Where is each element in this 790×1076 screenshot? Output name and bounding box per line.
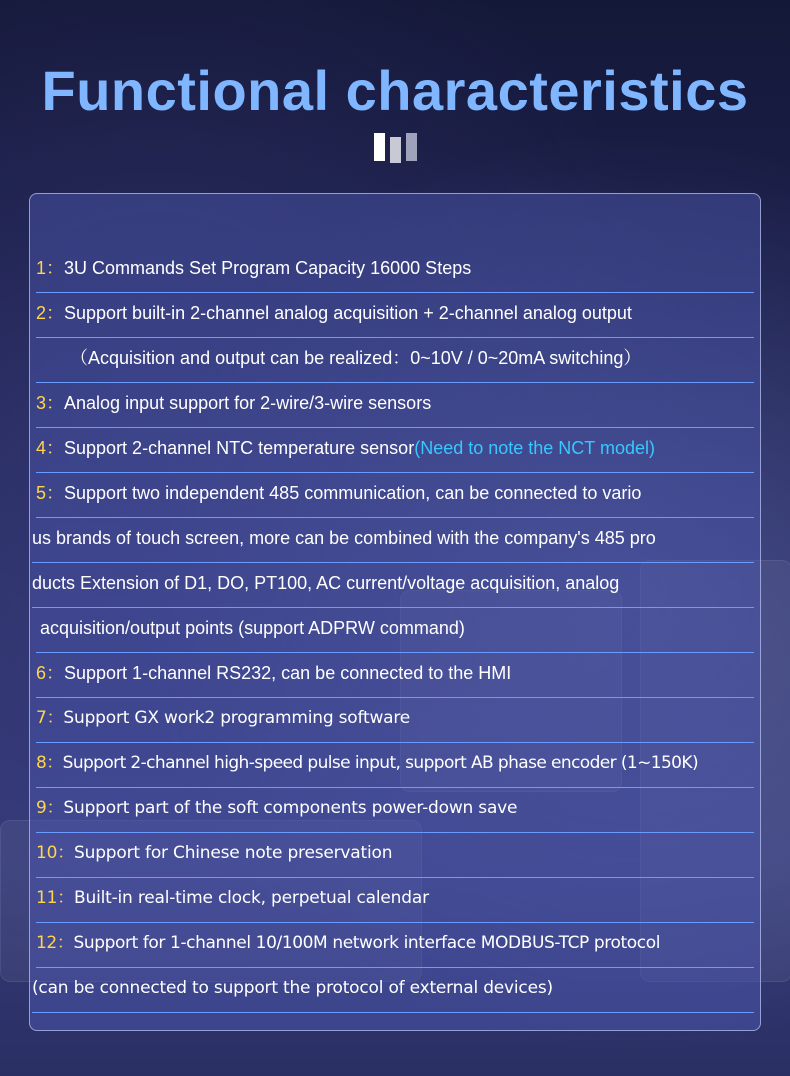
feature-row-5-continued xyxy=(36,608,754,653)
feature-text: Support built-in 2-channel analog acquisition + 2-channel analog output xyxy=(64,303,632,323)
feature-number: 1： xyxy=(36,258,65,278)
feature-row-5 xyxy=(36,473,754,518)
feature-list xyxy=(32,248,754,1013)
feature-row-11 xyxy=(36,878,754,923)
feature-number: 8： xyxy=(36,753,63,773)
feature-text: Support 1-channel RS232, can be connected to the HMI xyxy=(64,663,512,683)
feature-row-4 xyxy=(36,428,754,473)
feature-number: 7： xyxy=(36,708,64,728)
feature-text: Support part of the soft components power-down save xyxy=(63,798,518,818)
feature-note: (Need to note the NCT model) xyxy=(414,438,655,458)
feature-text: Support 2-channel NTC temperature sensor xyxy=(64,438,415,458)
feature-row-12-continued xyxy=(32,968,754,1013)
feature-row-6 xyxy=(36,653,754,698)
feature-number: 6： xyxy=(36,663,65,683)
feature-row-1 xyxy=(36,248,754,293)
feature-row-5-continued xyxy=(32,563,754,608)
feature-row-8 xyxy=(36,743,754,788)
feature-row-2 xyxy=(36,293,754,338)
feature-number: 9： xyxy=(36,798,64,818)
title-decoration-bars-icon xyxy=(374,133,418,163)
feature-text: Support for Chinese note preservation xyxy=(74,843,393,863)
feature-row-3 xyxy=(36,383,754,428)
feature-row-2-continued xyxy=(36,338,754,383)
feature-text: (can be connected to support the protocol of external devices) xyxy=(32,978,553,998)
feature-text: us brands of touch screen, more can be combined with the company's 485 pro xyxy=(32,528,656,548)
feature-text: Support 2-channel high-speed pulse input, support AB phase encoder (1~150K) xyxy=(62,753,698,773)
feature-text: （Acquisition and output can be realized：0~10V / 0~20mA switching） xyxy=(70,348,642,368)
feature-number: 4： xyxy=(36,438,65,458)
feature-number: 11： xyxy=(36,888,75,908)
feature-text: Support two independent 485 communication, can be connected to vario xyxy=(64,483,642,503)
feature-number: 12： xyxy=(36,933,74,953)
feature-row-9 xyxy=(36,788,754,833)
feature-text: Analog input support for 2-wire/3-wire sensors xyxy=(64,393,432,413)
feature-row-10 xyxy=(36,833,754,878)
feature-number: 10： xyxy=(36,843,75,863)
feature-number: 5： xyxy=(36,483,65,503)
feature-number: 3： xyxy=(36,393,65,413)
feature-text: Support GX work2 programming software xyxy=(63,708,411,728)
feature-text: Built-in real-time clock, perpetual calendar xyxy=(74,888,429,908)
feature-number: 2： xyxy=(36,303,65,323)
feature-text: ducts Extension of D1, DO, PT100, AC current/voltage acquisition, analog xyxy=(32,573,620,593)
feature-row-5-continued xyxy=(32,518,754,563)
feature-row-7 xyxy=(36,698,754,743)
feature-text: Support for 1-channel 10/100M network interface MODBUS-TCP protocol xyxy=(73,933,661,953)
feature-text: 3U Commands Set Program Capacity 16000 Steps xyxy=(64,258,472,278)
feature-row-12 xyxy=(36,923,754,968)
feature-text: acquisition/output points (support ADPRW command) xyxy=(40,618,465,638)
page-title: Functional characteristics xyxy=(41,59,749,122)
